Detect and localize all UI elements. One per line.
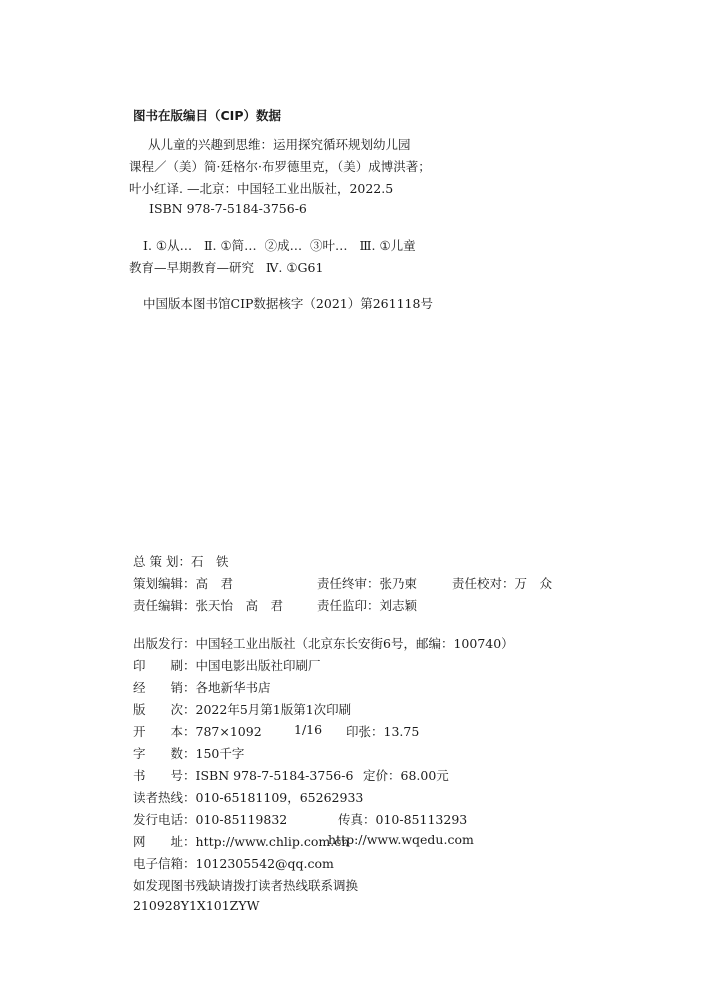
distribution-phone-value: 010-85119832 bbox=[195, 812, 288, 827]
printer-value: 中国电影出版社印刷厂 bbox=[195, 658, 321, 673]
edition-row bbox=[133, 700, 351, 718]
print-supervisor-value: 刘志颖 bbox=[379, 598, 418, 613]
planner-row bbox=[133, 552, 228, 570]
publisher-label: 出版发行： bbox=[133, 636, 196, 651]
word-count-label: 字 数： bbox=[133, 746, 196, 761]
fax-label: 传真： bbox=[338, 812, 376, 827]
distributor-label: 经 销： bbox=[133, 680, 196, 695]
print-supervisor-cell bbox=[317, 596, 417, 614]
cip-classification-1: Ⅰ. ①从… Ⅱ. ①简… ②成… ③叶… Ⅲ. ①儿童 bbox=[143, 238, 416, 253]
edition-label: 版 次： bbox=[133, 702, 196, 717]
isbn-row bbox=[133, 766, 353, 784]
isbn-value: ISBN 978-7-5184-3756-6 bbox=[195, 768, 354, 783]
defect-notice: 如发现图书残缺请拨打读者热线联系调换 bbox=[133, 878, 359, 893]
cip-publisher-line: 叶小红译. —北京：中国轻工业出版社，2022.5 bbox=[129, 181, 394, 196]
cip-heading: 图书在版编目（CIP）数据 bbox=[133, 108, 281, 123]
editor-cell bbox=[133, 574, 233, 592]
format-fraction: 1/16 bbox=[294, 722, 323, 737]
format-value: 787×1092 bbox=[195, 724, 262, 739]
publisher-row bbox=[133, 634, 514, 652]
hotline-value: 010-65181109，65262933 bbox=[195, 790, 364, 805]
cip-isbn: ISBN 978-7-5184-3756-6 bbox=[149, 201, 307, 216]
edition-value: 2022年5月第1版第1次印刷 bbox=[195, 702, 352, 717]
fax-cell bbox=[338, 810, 467, 828]
cip-authors-line: 课程／（美）简·廷格尔·布罗德里克，（美）成博洪著； bbox=[129, 159, 431, 174]
final-review-cell bbox=[317, 574, 417, 592]
word-count-row bbox=[133, 744, 244, 762]
print-supervisor-label: 责任监印： bbox=[317, 598, 380, 613]
email-row bbox=[133, 854, 334, 872]
publisher-value: 中国轻工业出版社（北京东长安街6号，邮编：100740） bbox=[195, 636, 514, 651]
format-label: 开 本： bbox=[133, 724, 196, 739]
hotline-row bbox=[133, 788, 363, 806]
proofreader-cell bbox=[452, 574, 552, 592]
responsible-editor-label: 责任编辑： bbox=[133, 598, 196, 613]
editor-label: 策划编辑： bbox=[133, 576, 196, 591]
distributor-value: 各地新华书店 bbox=[195, 680, 271, 695]
sheets-label: 印张： bbox=[346, 724, 384, 739]
distributor-row bbox=[133, 678, 271, 696]
printer-label: 印 刷： bbox=[133, 658, 196, 673]
responsible-editor-value: 张天怡 高 君 bbox=[195, 598, 284, 613]
price-cell bbox=[363, 766, 449, 784]
hotline-label: 读者热线： bbox=[133, 790, 196, 805]
word-count-value: 150千字 bbox=[195, 746, 245, 761]
price-label: 定价： bbox=[363, 768, 401, 783]
website-row bbox=[133, 832, 349, 850]
email-link[interactable]: 1012305542@qq.com bbox=[195, 856, 334, 871]
website-label: 网 址： bbox=[133, 834, 196, 849]
fax-value: 010-85113293 bbox=[375, 812, 468, 827]
print-code: 210928Y1X101ZYW bbox=[133, 898, 260, 913]
final-review-value: 张乃柬 bbox=[379, 576, 418, 591]
website-link-wqedu[interactable]: http://www.wqedu.com bbox=[328, 832, 474, 847]
cip-classification-2: 教育—早期教育—研究 Ⅳ. ①G61 bbox=[129, 260, 324, 275]
distribution-phone-row bbox=[133, 810, 287, 828]
responsible-editor-cell bbox=[133, 596, 283, 614]
website-link-chlip[interactable]: http://www.chlip.com.cn bbox=[195, 834, 350, 849]
proofreader-value: 万 众 bbox=[514, 576, 553, 591]
final-review-label: 责任终审： bbox=[317, 576, 380, 591]
printer-row bbox=[133, 656, 321, 674]
cip-record-number: 中国版本图书馆CIP数据核字（2021）第261118号 bbox=[143, 296, 433, 311]
editor-value: 高 君 bbox=[195, 576, 234, 591]
isbn-label: 书 号： bbox=[133, 768, 196, 783]
proofreader-label: 责任校对： bbox=[452, 576, 515, 591]
cip-title-line: 从儿童的兴趣到思维：运用探究循环规划幼儿园 bbox=[148, 137, 411, 152]
sheets-cell bbox=[346, 722, 419, 740]
email-label: 电子信箱： bbox=[133, 856, 196, 871]
planner-value: 石 铁 bbox=[190, 554, 229, 569]
distribution-phone-label: 发行电话： bbox=[133, 812, 196, 827]
planner-label: 总 策 划： bbox=[133, 554, 191, 569]
format-row bbox=[133, 722, 262, 740]
sheets-value: 13.75 bbox=[383, 724, 420, 739]
price-value: 68.00元 bbox=[400, 768, 449, 783]
